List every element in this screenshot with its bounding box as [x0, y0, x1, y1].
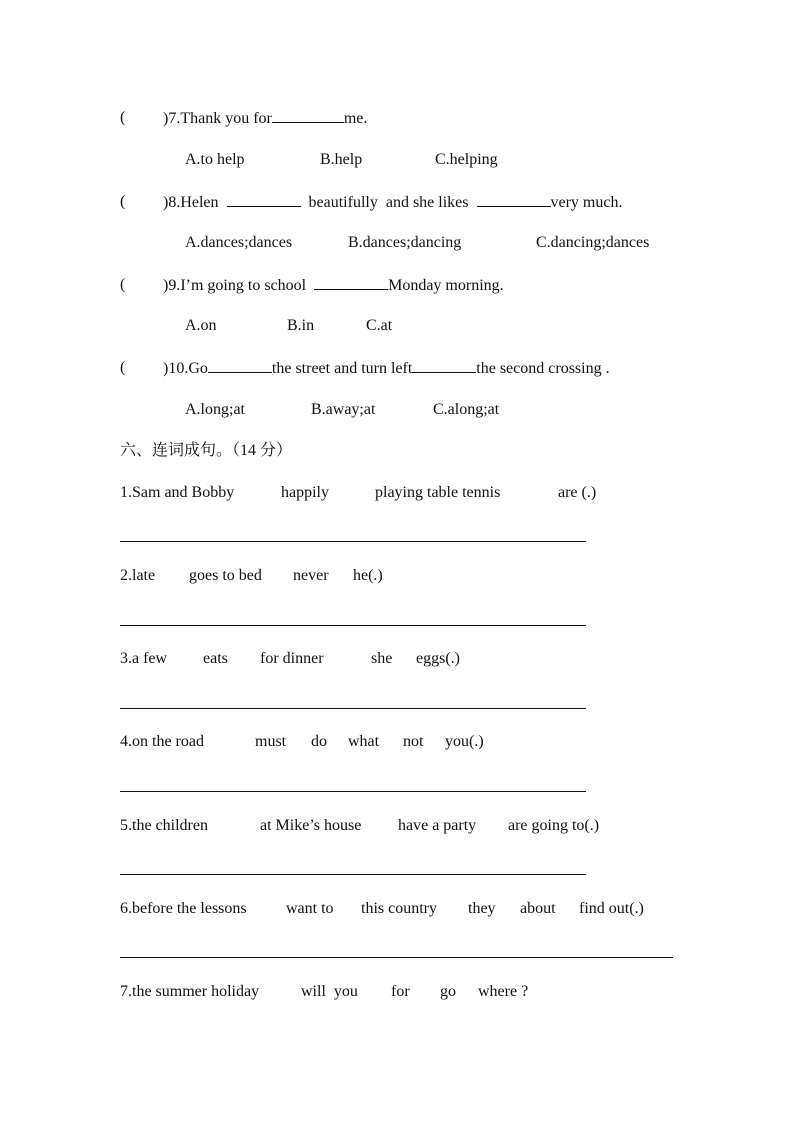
sentence-number: 6.: [120, 900, 132, 917]
question-text: )8.Helen beautifully and she likes very much.: [163, 194, 623, 211]
word-chunk: 3.a few: [120, 650, 168, 667]
paren-close: ): [163, 110, 169, 127]
answer-line[interactable]: [120, 791, 586, 792]
word-chunk: he(.): [353, 567, 383, 584]
word-chunk: have a party: [398, 817, 477, 834]
option-c: C.along;at: [433, 401, 500, 418]
paren-open: (: [120, 109, 126, 126]
word-chunk: 6.before the lessons: [120, 900, 247, 917]
question-text: )9.I’m going to school Monday morning.: [163, 277, 504, 294]
word-chunk: want to: [286, 900, 334, 917]
sentence-number: 2.: [120, 567, 132, 584]
answer-line[interactable]: [120, 625, 586, 626]
word-chunk: 4.on the road: [120, 733, 204, 750]
word-chunk: must: [255, 733, 287, 750]
sentence-number: 3.: [120, 650, 132, 667]
word-chunk: about: [520, 900, 556, 917]
answer-blank[interactable]: [314, 275, 388, 290]
word-chunk: they: [468, 900, 496, 917]
option-a: A.to help: [185, 151, 245, 168]
question-text: )10.Go the street and turn left the second crossing .: [163, 360, 610, 377]
sentence-number: 1.: [120, 484, 132, 501]
word-chunk: 1.Sam and Bobby: [120, 484, 235, 501]
paren-close: ): [163, 194, 169, 211]
option-c: C.dancing;dances: [536, 234, 650, 251]
word-chunk: this country: [361, 900, 437, 917]
option-a: A.on: [185, 317, 217, 334]
word-chunk: eggs(.): [416, 650, 460, 667]
answer-blank[interactable]: [208, 358, 272, 373]
option-b: B.help: [320, 151, 363, 168]
paren-open: (: [120, 193, 126, 210]
word-chunk: are going to(.): [508, 817, 600, 834]
word-chunk: for dinner: [260, 650, 324, 667]
answer-blank[interactable]: [412, 358, 476, 373]
word-chunk: where ?: [478, 983, 529, 1000]
word-chunk: playing table tennis: [375, 484, 501, 501]
word-chunk: you(.): [445, 733, 484, 750]
word-chunk: what: [348, 733, 380, 750]
paren-open: (: [120, 276, 126, 293]
word-chunk: happily: [281, 484, 329, 501]
sentence-number: 5.: [120, 817, 132, 834]
question-number: 10.: [168, 360, 189, 377]
question-text: )7.Thank you for me.: [163, 110, 368, 127]
question-number: 9.: [168, 277, 181, 294]
word-chunk: she: [371, 650, 393, 667]
option-a: A.long;at: [185, 401, 245, 418]
option-b: B.dances;dancing: [348, 234, 462, 251]
word-chunk: eats: [203, 650, 228, 667]
option-c: C.helping: [435, 151, 498, 168]
word-chunk: at Mike’s house: [260, 817, 362, 834]
question-number: 7.: [168, 110, 181, 127]
word-chunk: go: [440, 983, 456, 1000]
answer-blank[interactable]: [227, 192, 301, 207]
option-b: B.in: [287, 317, 315, 334]
paren-open: (: [120, 359, 126, 376]
answer-line[interactable]: [120, 874, 586, 875]
section-heading: 六、连词成句。（14 分）: [120, 442, 293, 459]
word-chunk: will you: [301, 983, 358, 1000]
word-chunk: find out(.): [579, 900, 644, 917]
sentence-number: 7.: [120, 983, 132, 1000]
option-b: B.away;at: [311, 401, 376, 418]
word-chunk: are (.): [558, 484, 597, 501]
word-chunk: do: [311, 733, 327, 750]
word-chunk: never: [293, 567, 329, 584]
answer-blank[interactable]: [272, 108, 344, 123]
question-number: 8.: [168, 194, 181, 211]
word-chunk: not: [403, 733, 424, 750]
word-chunk: for: [391, 983, 410, 1000]
word-chunk: 5.the children: [120, 817, 208, 834]
answer-line[interactable]: [120, 708, 586, 709]
word-chunk: goes to bed: [189, 567, 262, 584]
option-a: A.dances;dances: [185, 234, 293, 251]
sentence-number: 4.: [120, 733, 132, 750]
word-chunk: 7.the summer holiday: [120, 983, 260, 1000]
option-c: C.at: [366, 317, 393, 334]
answer-line[interactable]: [120, 541, 586, 542]
answer-line[interactable]: [120, 957, 673, 958]
paren-close: ): [163, 277, 169, 294]
paren-close: ): [163, 360, 169, 377]
answer-blank[interactable]: [477, 192, 551, 207]
word-chunk: 2.late: [120, 567, 156, 584]
